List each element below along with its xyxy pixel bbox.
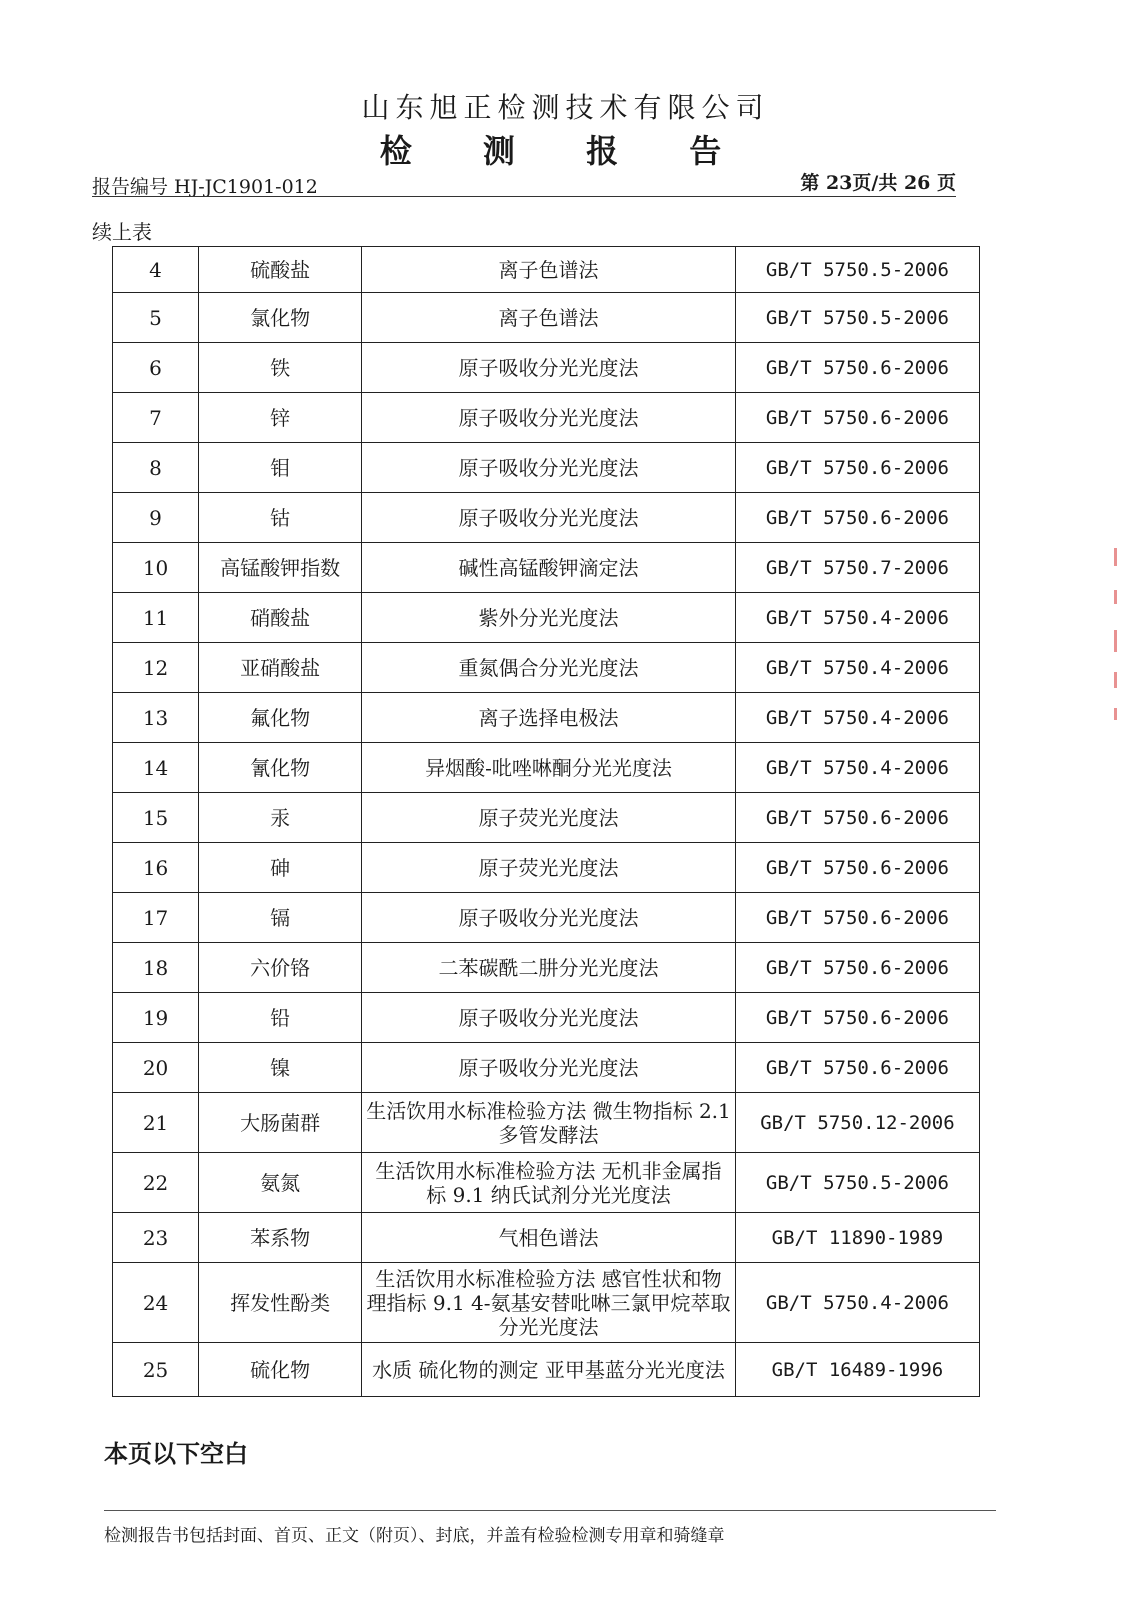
row-method: 生活饮用水标准检验方法 无机非金属指标 9.1 纳氏试剂分光光度法 <box>362 1153 736 1213</box>
row-item: 高锰酸钾指数 <box>199 543 362 593</box>
row-method: 碱性高锰酸钾滴定法 <box>362 543 736 593</box>
row-item: 苯系物 <box>199 1213 362 1263</box>
row-item: 硫化物 <box>199 1343 362 1397</box>
table-row <box>113 1153 980 1213</box>
footer-note: 检测报告书包括封面、首页、正文（附页）、封底，并盖有检验检测专用章和骑缝章 <box>104 1526 725 1546</box>
row-seq: 18 <box>113 943 199 993</box>
row-item: 大肠菌群 <box>199 1093 362 1153</box>
row-method: 气相色谱法 <box>362 1213 736 1263</box>
report-title: 检 测 报 告 <box>379 132 752 170</box>
seam-stamp-mark <box>1114 548 1117 566</box>
row-standard: GB/T 5750.4-2006 <box>735 643 979 693</box>
table-row <box>113 943 980 993</box>
row-method: 离子选择电极法 <box>362 693 736 743</box>
table-row <box>113 493 980 543</box>
row-standard: GB/T 5750.12-2006 <box>735 1093 979 1153</box>
row-standard: GB/T 5750.6-2006 <box>735 343 979 393</box>
row-standard: GB/T 5750.5-2006 <box>735 1153 979 1213</box>
row-item: 硫酸盐 <box>199 247 362 293</box>
table-body <box>113 247 980 1397</box>
table-row <box>113 893 980 943</box>
row-item: 汞 <box>199 793 362 843</box>
row-item: 氨氮 <box>199 1153 362 1213</box>
row-standard: GB/T 5750.4-2006 <box>735 743 979 793</box>
table-row <box>113 393 980 443</box>
row-method: 原子吸收分光光度法 <box>362 343 736 393</box>
row-seq: 15 <box>113 793 199 843</box>
row-method: 生活饮用水标准检验方法 感官性状和物理指标 9.1 4-氨基安替吡啉三氯甲烷萃取分光光度法 <box>362 1263 736 1343</box>
row-seq: 24 <box>113 1263 199 1343</box>
row-seq: 7 <box>113 393 199 443</box>
row-item: 氰化物 <box>199 743 362 793</box>
row-method: 原子吸收分光光度法 <box>362 1043 736 1093</box>
row-method: 原子吸收分光光度法 <box>362 443 736 493</box>
row-method: 重氮偶合分光光度法 <box>362 643 736 693</box>
table-row <box>113 793 980 843</box>
row-standard: GB/T 5750.7-2006 <box>735 543 979 593</box>
table-row <box>113 643 980 693</box>
table-row <box>113 1213 980 1263</box>
row-item: 六价铬 <box>199 943 362 993</box>
header-divider <box>92 196 956 197</box>
table-row <box>113 843 980 893</box>
row-seq: 25 <box>113 1343 199 1397</box>
row-standard: GB/T 5750.6-2006 <box>735 943 979 993</box>
table-row <box>113 993 980 1043</box>
row-method: 原子吸收分光光度法 <box>362 993 736 1043</box>
row-item: 镍 <box>199 1043 362 1093</box>
table-row <box>113 593 980 643</box>
table-row <box>113 693 980 743</box>
row-seq: 13 <box>113 693 199 743</box>
seam-stamp-mark <box>1114 590 1117 604</box>
row-method: 异烟酸-吡唑啉酮分光光度法 <box>362 743 736 793</box>
row-item: 钼 <box>199 443 362 493</box>
row-seq: 21 <box>113 1093 199 1153</box>
seam-stamp-mark <box>1114 708 1117 720</box>
table-row <box>113 1343 980 1397</box>
row-item: 钴 <box>199 493 362 543</box>
row-standard: GB/T 5750.6-2006 <box>735 793 979 843</box>
table-row <box>113 1263 980 1343</box>
table-row <box>113 1043 980 1093</box>
row-standard: GB/T 16489-1996 <box>735 1343 979 1397</box>
row-seq: 14 <box>113 743 199 793</box>
row-method: 原子吸收分光光度法 <box>362 893 736 943</box>
row-method: 离子色谱法 <box>362 247 736 293</box>
row-standard: GB/T 5750.5-2006 <box>735 293 979 343</box>
row-standard: GB/T 5750.5-2006 <box>735 247 979 293</box>
row-seq: 17 <box>113 893 199 943</box>
row-seq: 12 <box>113 643 199 693</box>
test-methods-table <box>112 246 980 1397</box>
table-row <box>113 1093 980 1153</box>
row-standard: GB/T 11890-1989 <box>735 1213 979 1263</box>
table-row <box>113 543 980 593</box>
row-seq: 6 <box>113 343 199 393</box>
row-method: 二苯碳酰二肼分光光度法 <box>362 943 736 993</box>
row-item: 镉 <box>199 893 362 943</box>
row-item: 铅 <box>199 993 362 1043</box>
row-standard: GB/T 5750.4-2006 <box>735 593 979 643</box>
row-item: 锌 <box>199 393 362 443</box>
row-item: 砷 <box>199 843 362 893</box>
row-item: 挥发性酚类 <box>199 1263 362 1343</box>
seam-stamp-mark <box>1114 672 1117 688</box>
report-number: 报告编号 HJ-JC1901-012 <box>92 176 318 198</box>
row-standard: GB/T 5750.6-2006 <box>735 493 979 543</box>
row-method: 原子吸收分光光度法 <box>362 393 736 443</box>
footer-divider <box>104 1510 996 1511</box>
row-standard: GB/T 5750.6-2006 <box>735 443 979 493</box>
table-row <box>113 743 980 793</box>
row-seq: 22 <box>113 1153 199 1213</box>
row-seq: 11 <box>113 593 199 643</box>
table-row <box>113 443 980 493</box>
row-standard: GB/T 5750.6-2006 <box>735 993 979 1043</box>
row-seq: 8 <box>113 443 199 493</box>
table-row <box>113 293 980 343</box>
row-item: 硝酸盐 <box>199 593 362 643</box>
row-item: 氟化物 <box>199 693 362 743</box>
row-seq: 16 <box>113 843 199 893</box>
row-seq: 19 <box>113 993 199 1043</box>
row-standard: GB/T 5750.6-2006 <box>735 393 979 443</box>
row-standard: GB/T 5750.6-2006 <box>735 893 979 943</box>
row-standard: GB/T 5750.6-2006 <box>735 843 979 893</box>
row-seq: 5 <box>113 293 199 343</box>
seam-stamp-mark <box>1114 630 1117 652</box>
blank-below-note: 本页以下空白 <box>104 1440 248 1468</box>
page-number: 第 23页/共 26 页 <box>800 172 956 194</box>
row-seq: 23 <box>113 1213 199 1263</box>
row-method: 原子荧光光度法 <box>362 793 736 843</box>
continued-label: 续上表 <box>92 220 152 244</box>
row-standard: GB/T 5750.4-2006 <box>735 693 979 743</box>
row-item: 亚硝酸盐 <box>199 643 362 693</box>
row-method: 原子吸收分光光度法 <box>362 493 736 543</box>
table-row <box>113 343 980 393</box>
row-standard: GB/T 5750.6-2006 <box>735 1043 979 1093</box>
table-row <box>113 247 980 293</box>
row-item: 铁 <box>199 343 362 393</box>
row-method: 水质 硫化物的测定 亚甲基蓝分光光度法 <box>362 1343 736 1397</box>
row-seq: 4 <box>113 247 199 293</box>
row-method: 生活饮用水标准检验方法 微生物指标 2.1 多管发酵法 <box>362 1093 736 1153</box>
company-name: 山东旭正检测技术有限公司 <box>361 91 770 124</box>
row-standard: GB/T 5750.4-2006 <box>735 1263 979 1343</box>
row-method: 离子色谱法 <box>362 293 736 343</box>
row-seq: 9 <box>113 493 199 543</box>
row-item: 氯化物 <box>199 293 362 343</box>
row-method: 原子荧光光度法 <box>362 843 736 893</box>
row-seq: 20 <box>113 1043 199 1093</box>
row-seq: 10 <box>113 543 199 593</box>
row-method: 紫外分光光度法 <box>362 593 736 643</box>
